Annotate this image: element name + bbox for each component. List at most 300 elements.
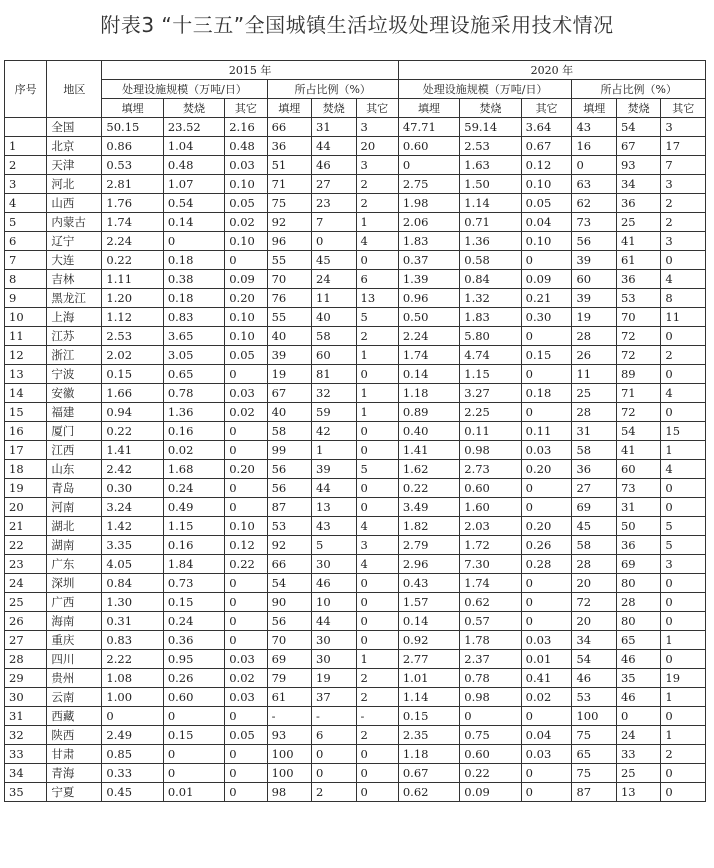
table-row <box>5 612 706 631</box>
table-cell: 3.49 <box>398 498 459 517</box>
row-region: 厦门 <box>47 422 102 441</box>
table-cell: 0.09 <box>460 783 521 802</box>
table-cell: 92 <box>267 213 311 232</box>
table-cell: 24 <box>312 270 356 289</box>
table-row <box>5 346 706 365</box>
table-cell: 1.18 <box>398 384 459 403</box>
table-cell: 36 <box>616 194 660 213</box>
table-cell: 5 <box>312 536 356 555</box>
table-row <box>5 517 706 536</box>
table-cell: 0 <box>225 479 267 498</box>
table-cell: 2.06 <box>398 213 459 232</box>
table-cell: 0 <box>356 783 398 802</box>
table-cell: 1.08 <box>102 669 163 688</box>
header-incineration: 焚烧 <box>163 99 224 118</box>
data-table <box>4 60 706 802</box>
table-cell: - <box>356 707 398 726</box>
table-cell: 58 <box>572 441 616 460</box>
table-cell: 1 <box>312 441 356 460</box>
header-2015: 2015 年 <box>102 61 398 80</box>
header-2015-capacity: 处理设施规模（万吨/日） <box>102 80 267 99</box>
table-cell: 6 <box>312 726 356 745</box>
table-cell: 4 <box>356 232 398 251</box>
table-cell: 0 <box>356 631 398 650</box>
table-cell: 46 <box>312 156 356 175</box>
table-cell: 31 <box>616 498 660 517</box>
table-cell: 0 <box>521 612 572 631</box>
header-other: 其它 <box>225 99 267 118</box>
table-cell: 0 <box>661 593 706 612</box>
row-region: 湖南 <box>47 536 102 555</box>
table-cell: 69 <box>616 555 660 574</box>
row-region: 宁夏 <box>47 783 102 802</box>
table-cell: 0.28 <box>521 555 572 574</box>
table-cell: 19 <box>661 669 706 688</box>
table-cell: 2.79 <box>398 536 459 555</box>
table-cell: 1.76 <box>102 194 163 213</box>
table-cell: 28 <box>572 403 616 422</box>
table-cell: 0.98 <box>460 688 521 707</box>
table-cell: 10 <box>312 593 356 612</box>
table-cell: 0 <box>521 365 572 384</box>
table-cell: 0 <box>521 498 572 517</box>
table-cell: 0.75 <box>460 726 521 745</box>
table-cell: 0.48 <box>163 156 224 175</box>
table-cell: 1 <box>661 688 706 707</box>
table-cell: 0.53 <box>102 156 163 175</box>
table-cell: 1.14 <box>460 194 521 213</box>
table-cell: 0.84 <box>102 574 163 593</box>
table-cell: 2.53 <box>460 137 521 156</box>
table-cell: 28 <box>616 593 660 612</box>
table-cell: 1.36 <box>460 232 521 251</box>
table-cell: 23 <box>312 194 356 213</box>
table-cell: 58 <box>267 422 311 441</box>
table-cell: 0.67 <box>398 764 459 783</box>
row-region: 云南 <box>47 688 102 707</box>
table-row <box>5 764 706 783</box>
table-cell: 3 <box>356 156 398 175</box>
table-cell: 71 <box>616 384 660 403</box>
table-cell: 0.58 <box>460 251 521 270</box>
table-cell: 0.40 <box>398 422 459 441</box>
table-cell: 0.83 <box>163 308 224 327</box>
header-2020: 2020 年 <box>398 61 705 80</box>
table-cell: 0 <box>661 764 706 783</box>
table-cell: 13 <box>356 289 398 308</box>
row-seq: 28 <box>5 650 47 669</box>
table-row <box>5 270 706 289</box>
table-cell: 0.02 <box>225 669 267 688</box>
row-seq: 29 <box>5 669 47 688</box>
table-cell: 67 <box>267 384 311 403</box>
table-cell: 4 <box>661 384 706 403</box>
table-cell: 41 <box>616 441 660 460</box>
table-cell: 6 <box>356 270 398 289</box>
table-cell: 0.21 <box>521 289 572 308</box>
table-cell: 5 <box>661 536 706 555</box>
table-cell: 0.60 <box>460 479 521 498</box>
table-cell: 36 <box>616 536 660 555</box>
table-cell: 17 <box>661 137 706 156</box>
table-cell: 0 <box>163 764 224 783</box>
table-cell: 0 <box>225 707 267 726</box>
table-cell: 0.26 <box>521 536 572 555</box>
table-cell: 46 <box>616 650 660 669</box>
table-cell: 0.03 <box>521 631 572 650</box>
table-cell: 0.65 <box>163 365 224 384</box>
table-cell: 2 <box>661 745 706 764</box>
table-cell: 53 <box>572 688 616 707</box>
table-cell: 0.05 <box>225 346 267 365</box>
table-cell: 1.62 <box>398 460 459 479</box>
table-row <box>5 327 706 346</box>
table-cell: 0.30 <box>102 479 163 498</box>
table-cell: 56 <box>572 232 616 251</box>
table-cell: 1.60 <box>460 498 521 517</box>
table-row <box>5 707 706 726</box>
table-cell: 66 <box>267 118 311 137</box>
table-cell: 0 <box>102 707 163 726</box>
table-cell: 28 <box>572 327 616 346</box>
row-region: 广西 <box>47 593 102 612</box>
table-cell: 28 <box>572 555 616 574</box>
table-cell: 39 <box>267 346 311 365</box>
row-region: 福建 <box>47 403 102 422</box>
table-cell: 0 <box>225 422 267 441</box>
table-cell: 0.14 <box>398 612 459 631</box>
table-cell: 5 <box>356 308 398 327</box>
table-cell: 0 <box>356 764 398 783</box>
row-seq: 27 <box>5 631 47 650</box>
table-cell: 96 <box>267 232 311 251</box>
table-row <box>5 745 706 764</box>
table-cell: 1.84 <box>163 555 224 574</box>
table-row <box>5 251 706 270</box>
table-cell: 2.24 <box>102 232 163 251</box>
table-cell: 0.26 <box>163 669 224 688</box>
table-cell: 4 <box>356 517 398 536</box>
table-cell: 7 <box>312 213 356 232</box>
row-seq: 14 <box>5 384 47 403</box>
table-cell: 1.83 <box>398 232 459 251</box>
table-cell: 0.45 <box>102 783 163 802</box>
table-cell: 0.02 <box>163 441 224 460</box>
table-cell: 1 <box>661 631 706 650</box>
table-cell: 1.41 <box>398 441 459 460</box>
row-seq: 11 <box>5 327 47 346</box>
table-cell: 24 <box>616 726 660 745</box>
table-cell: 0 <box>661 498 706 517</box>
table-cell: 39 <box>572 251 616 270</box>
table-cell: 0.22 <box>460 764 521 783</box>
table-cell: 44 <box>312 479 356 498</box>
table-cell: 2.75 <box>398 175 459 194</box>
table-cell: 65 <box>616 631 660 650</box>
table-cell: 0.14 <box>163 213 224 232</box>
table-cell: 2.53 <box>102 327 163 346</box>
table-cell: 2.42 <box>102 460 163 479</box>
table-cell: 0.78 <box>460 669 521 688</box>
table-cell: 1.39 <box>398 270 459 289</box>
table-row <box>5 213 706 232</box>
table-cell: 0 <box>661 574 706 593</box>
table-cell: 69 <box>572 498 616 517</box>
row-seq: 32 <box>5 726 47 745</box>
row-seq: 7 <box>5 251 47 270</box>
table-cell: 43 <box>572 118 616 137</box>
table-cell: 27 <box>572 479 616 498</box>
row-seq: 33 <box>5 745 47 764</box>
table-cell: 0 <box>521 707 572 726</box>
table-cell: 90 <box>267 593 311 612</box>
row-seq: 22 <box>5 536 47 555</box>
table-cell: 0.24 <box>163 612 224 631</box>
row-region: 贵州 <box>47 669 102 688</box>
table-cell: 2.49 <box>102 726 163 745</box>
table-cell: 0.57 <box>460 612 521 631</box>
row-seq: 19 <box>5 479 47 498</box>
table-cell: 0.37 <box>398 251 459 270</box>
table-cell: 98 <box>267 783 311 802</box>
table-cell: 60 <box>312 346 356 365</box>
table-cell: 0.10 <box>521 232 572 251</box>
table-cell: 0 <box>312 764 356 783</box>
table-cell: 42 <box>312 422 356 441</box>
header-other: 其它 <box>356 99 398 118</box>
row-region: 广东 <box>47 555 102 574</box>
table-cell: 7.30 <box>460 555 521 574</box>
table-cell: 1.82 <box>398 517 459 536</box>
table-cell: 1.04 <box>163 137 224 156</box>
table-cell: 0.38 <box>163 270 224 289</box>
table-cell: 30 <box>312 555 356 574</box>
table-row <box>5 479 706 498</box>
header-landfill: 填埋 <box>398 99 459 118</box>
table-cell: 0.67 <box>521 137 572 156</box>
table-cell: 0 <box>163 707 224 726</box>
table-cell: 56 <box>267 479 311 498</box>
table-cell: 73 <box>572 213 616 232</box>
table-cell: 3 <box>661 555 706 574</box>
table-cell: 2 <box>312 783 356 802</box>
table-cell: 0.73 <box>163 574 224 593</box>
table-cell: 20 <box>572 612 616 631</box>
table-cell: 2.35 <box>398 726 459 745</box>
row-region: 辽宁 <box>47 232 102 251</box>
table-cell: 2.37 <box>460 650 521 669</box>
table-cell: 0 <box>225 593 267 612</box>
row-seq: 21 <box>5 517 47 536</box>
table-cell: 4.05 <box>102 555 163 574</box>
table-cell: 0.10 <box>225 327 267 346</box>
row-region: 安徽 <box>47 384 102 403</box>
table-cell: 93 <box>267 726 311 745</box>
table-cell: 0.48 <box>225 137 267 156</box>
table-cell: 71 <box>267 175 311 194</box>
table-cell: 11 <box>572 365 616 384</box>
row-seq: 34 <box>5 764 47 783</box>
row-region: 重庆 <box>47 631 102 650</box>
table-cell: 25 <box>616 213 660 232</box>
table-cell: 75 <box>572 726 616 745</box>
header-incineration: 焚烧 <box>460 99 521 118</box>
table-cell: 0.10 <box>521 175 572 194</box>
row-seq: 9 <box>5 289 47 308</box>
table-cell: 1.32 <box>460 289 521 308</box>
table-cell: 0.05 <box>225 726 267 745</box>
table-cell: 0.16 <box>163 536 224 555</box>
table-cell: 0.15 <box>163 726 224 745</box>
table-cell: 72 <box>616 346 660 365</box>
table-cell: 0.10 <box>225 308 267 327</box>
table-cell: 0.03 <box>225 384 267 403</box>
table-cell: 1 <box>356 650 398 669</box>
table-cell: 2 <box>356 669 398 688</box>
table-cell: 1 <box>356 384 398 403</box>
table-cell: 3 <box>661 175 706 194</box>
table-cell: 3.35 <box>102 536 163 555</box>
table-cell: 15 <box>661 422 706 441</box>
table-cell: 1 <box>661 441 706 460</box>
table-cell: 0.03 <box>225 650 267 669</box>
table-cell: 1.50 <box>460 175 521 194</box>
table-cell: 56 <box>267 612 311 631</box>
table-cell: 0.15 <box>398 707 459 726</box>
row-seq: 15 <box>5 403 47 422</box>
row-seq: 1 <box>5 137 47 156</box>
table-cell: 70 <box>267 270 311 289</box>
table-cell: 25 <box>572 384 616 403</box>
table-cell: 0.09 <box>521 270 572 289</box>
table-cell: 72 <box>616 327 660 346</box>
table-cell: 36 <box>267 137 311 156</box>
table-cell: 0 <box>460 707 521 726</box>
table-cell: 79 <box>267 669 311 688</box>
table-cell: 1.57 <box>398 593 459 612</box>
table-cell: 0.02 <box>225 403 267 422</box>
table-cell: 0.22 <box>102 422 163 441</box>
table-cell: 1.74 <box>398 346 459 365</box>
table-cell: 2.73 <box>460 460 521 479</box>
table-cell: 0.62 <box>398 783 459 802</box>
table-row <box>5 156 706 175</box>
table-cell: 0 <box>356 593 398 612</box>
table-cell: 0 <box>661 365 706 384</box>
table-cell: 0 <box>572 156 616 175</box>
row-seq: 12 <box>5 346 47 365</box>
row-seq <box>5 118 47 137</box>
table-cell: 0.49 <box>163 498 224 517</box>
table-cell: 0.15 <box>163 593 224 612</box>
table-cell: 70 <box>616 308 660 327</box>
table-cell: 1.00 <box>102 688 163 707</box>
table-cell: 4.74 <box>460 346 521 365</box>
row-seq: 13 <box>5 365 47 384</box>
table-row <box>5 631 706 650</box>
table-cell: 44 <box>312 137 356 156</box>
row-seq: 17 <box>5 441 47 460</box>
table-cell: 46 <box>616 688 660 707</box>
table-cell: 87 <box>267 498 311 517</box>
table-cell: 0 <box>225 365 267 384</box>
table-row <box>5 574 706 593</box>
table-cell: 56 <box>267 460 311 479</box>
table-cell: 0 <box>356 422 398 441</box>
header-landfill: 填埋 <box>267 99 311 118</box>
table-cell: 0 <box>521 783 572 802</box>
table-cell: 1.42 <box>102 517 163 536</box>
table-cell: 0.24 <box>163 479 224 498</box>
table-cell: 0.03 <box>521 745 572 764</box>
table-cell: 0 <box>356 441 398 460</box>
table-cell: 0.02 <box>225 213 267 232</box>
table-cell: 34 <box>616 175 660 194</box>
table-cell: 53 <box>267 517 311 536</box>
table-cell: 0 <box>356 498 398 517</box>
table-cell: 0 <box>521 327 572 346</box>
table-cell: 0.03 <box>225 156 267 175</box>
table-cell: 3 <box>356 118 398 137</box>
table-cell: 1.11 <box>102 270 163 289</box>
row-seq: 24 <box>5 574 47 593</box>
table-cell: 0.05 <box>521 194 572 213</box>
table-cell: 0 <box>225 574 267 593</box>
table-row <box>5 137 706 156</box>
table-cell: 59 <box>312 403 356 422</box>
table-cell: 46 <box>312 574 356 593</box>
page-title: 附表3 “十三五”全国城镇生活垃圾处理设施采用技术情况 <box>100 13 614 37</box>
table-row <box>5 403 706 422</box>
table-cell: 0 <box>225 498 267 517</box>
table-cell: 0.22 <box>398 479 459 498</box>
table-row <box>5 365 706 384</box>
table-row <box>5 232 706 251</box>
table-cell: 31 <box>312 118 356 137</box>
table-cell: 3.05 <box>163 346 224 365</box>
table-cell: 39 <box>312 460 356 479</box>
row-seq: 10 <box>5 308 47 327</box>
table-cell: 54 <box>616 118 660 137</box>
table-cell: 1.12 <box>102 308 163 327</box>
row-region: 内蒙古 <box>47 213 102 232</box>
header-other: 其它 <box>521 99 572 118</box>
table-cell: 2 <box>356 327 398 346</box>
table-cell: 0 <box>616 707 660 726</box>
table-cell: 61 <box>616 251 660 270</box>
table-row <box>5 536 706 555</box>
row-region: 浙江 <box>47 346 102 365</box>
row-region: 西藏 <box>47 707 102 726</box>
table-cell: 20 <box>572 574 616 593</box>
table-cell: 0.02 <box>521 688 572 707</box>
table-cell: 19 <box>267 365 311 384</box>
table-cell: 0.16 <box>163 422 224 441</box>
table-cell: 2 <box>661 346 706 365</box>
table-cell: 1.74 <box>460 574 521 593</box>
row-seq: 20 <box>5 498 47 517</box>
table-cell: 31 <box>572 422 616 441</box>
table-cell: 60 <box>572 270 616 289</box>
row-region: 四川 <box>47 650 102 669</box>
row-region: 宁波 <box>47 365 102 384</box>
table-cell: 0 <box>356 574 398 593</box>
table-cell: 0 <box>521 764 572 783</box>
table-cell: 0.33 <box>102 764 163 783</box>
table-cell: 50 <box>616 517 660 536</box>
table-cell: 2.22 <box>102 650 163 669</box>
table-cell: 5 <box>661 517 706 536</box>
